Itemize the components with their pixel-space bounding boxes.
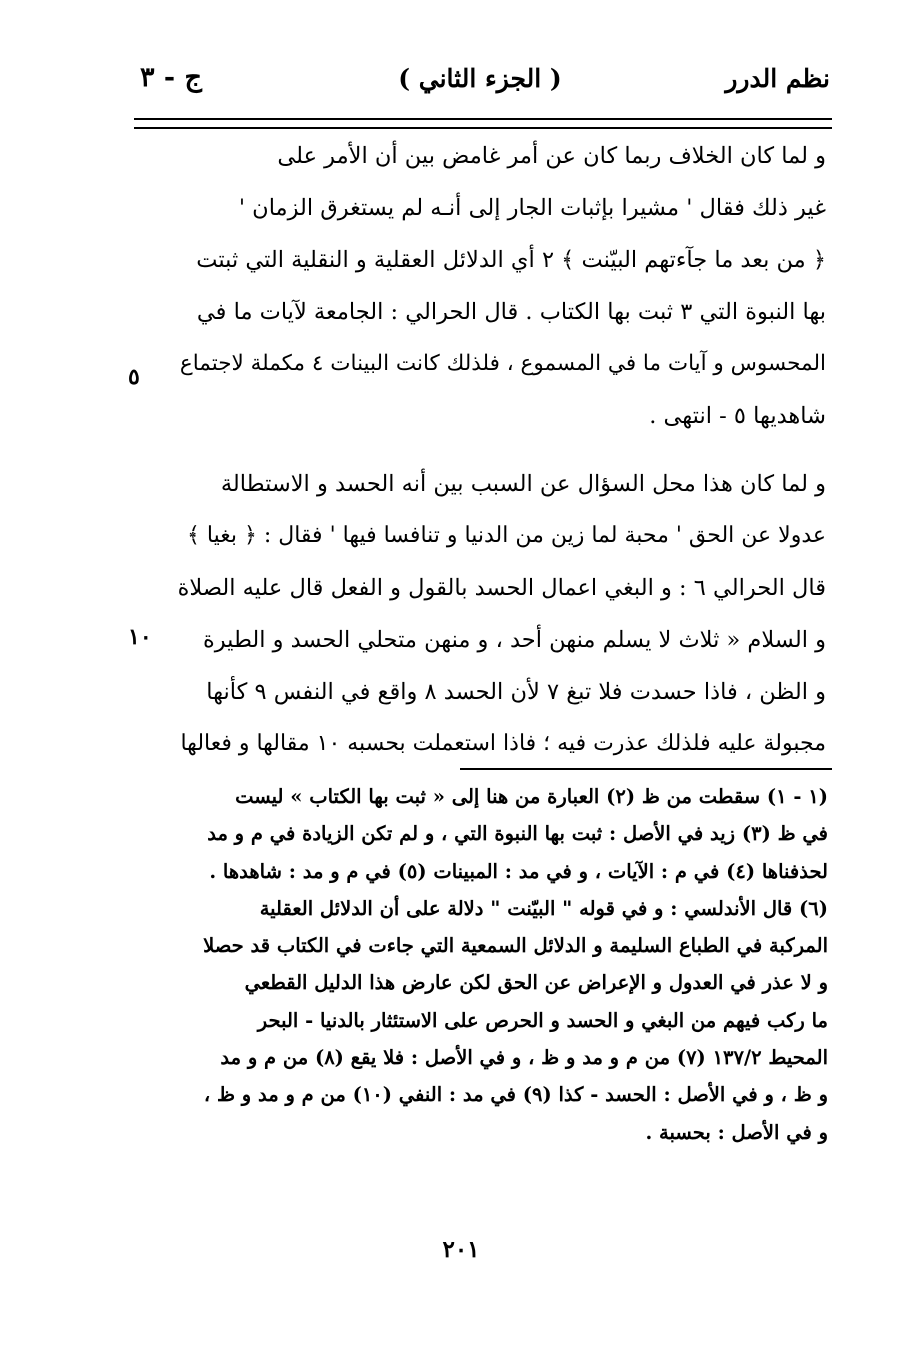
text-line: مجبولة عليه فلذلك عذرت فيه ؛ فاذا استعملت بحسبه ١٠ مقالها و فعالها xyxy=(180,731,826,756)
footnote-separator xyxy=(460,768,832,770)
footnotes xyxy=(168,778,828,1151)
text-line: عدولا عن الحق ' محبة لما زين من الدنيا و تنافسا فيها ' فقال : ﴿ بغيا ﴾ xyxy=(187,523,826,548)
footnote-line: ما ركب فيهم من البغي و الحسد و الحرص على الاستئثار بالدنيا - البحر xyxy=(257,1008,828,1032)
text-line: و السلام « ثلاث لا يسلم منهن أحد ، و منهن متحلي الحسد و الطيرة xyxy=(202,627,826,653)
footnote-line: في ظ (٣) زيد في الأصل : ثبت بها النبوة التي ، و لم تكن الزيادة في م و مد xyxy=(207,822,828,846)
text-line: و الظن ، فاذا حسدت فلا تبغ ٧ لأن الحسد ٨ واقع في النفس ٩ كأنها xyxy=(206,679,826,705)
footnote-line: لحذفناها (٤) في م : الآيات ، و في مد : المبينات (٥) في م و مد : شاهدها . xyxy=(209,859,828,883)
footnote-line: المحيط ١٣٧/٢ (٧) من م و مد و ظ ، و في الأصل : فلا يقع (٨) من م و مد xyxy=(220,1046,828,1070)
text-line: قال الحرالي ٦ : و البغي اعمال الحسد بالقول و الفعل قال عليه الصلاة xyxy=(177,575,826,601)
text-line: غير ذلك فقال ' مشيرا بإثبات الجار إلى أنـه لم يستغرق الزمان ' xyxy=(238,195,826,221)
text-line: و لما كان الخلاف ربما كان عن أمر غامض بين أن الأمر على xyxy=(277,143,826,169)
footnote-line: المركبة في الطباع السليمة و الدلائل السمعية التي جاءت في الكتاب قد حصلا xyxy=(203,934,828,958)
main-text xyxy=(176,130,826,770)
text-line: ﴿ من بعد ما جآءتهم البيّنت ﴾ ٢ أي الدلائل العقلية و النقلية التي ثبتت xyxy=(196,247,826,273)
page-number: ٢٠١ xyxy=(442,1236,480,1263)
footnote-line: (١ - ١) سقطت من ظ (٢) العبارة من هنا إلى « ثبت بها الكتاب » ليست xyxy=(235,785,828,808)
footnote-line: (٦) قال الأندلسي : و في قوله " البيّنت " دلالة على أن الدلائل العقلية xyxy=(259,896,828,920)
text-line: بها النبوة التي ٣ ثبت بها الكتاب . قال الحرالي : الجامعة لآيات ما في xyxy=(196,299,826,325)
footnote-line: و في الأصل : بحسبة . xyxy=(645,1120,828,1144)
margin-line-number: ١٠ xyxy=(128,624,152,650)
book-title: نظم الدرر xyxy=(725,64,830,93)
volume-label: ( الجزء الثاني ) xyxy=(398,64,562,93)
text-line: المحسوس و آيات ما في المسموع ، فلذلك كانت البينات ٤ مكملة لاجتماع xyxy=(179,351,826,376)
text-line: شاهديها ٥ - انتهى . xyxy=(649,403,826,429)
header-double-rule xyxy=(134,118,832,129)
footnote-line: و لا عذر في العدول و الإعراض عن الحق لكن عارض هذا الدليل القطعي xyxy=(244,971,828,995)
page-header xyxy=(130,58,830,110)
text-line: و لما كان هذا محل السؤال عن السبب بين أنه الحسد و الاستطالة xyxy=(220,471,826,497)
footnote-line: و ظ ، و في الأصل : الحسد - كذا (٩) في مد : النفي (١٠) من م و مد و ظ ، xyxy=(203,1083,828,1107)
margin-line-number: ٥ xyxy=(128,364,140,390)
part-label: ج - ٣ xyxy=(140,62,202,93)
